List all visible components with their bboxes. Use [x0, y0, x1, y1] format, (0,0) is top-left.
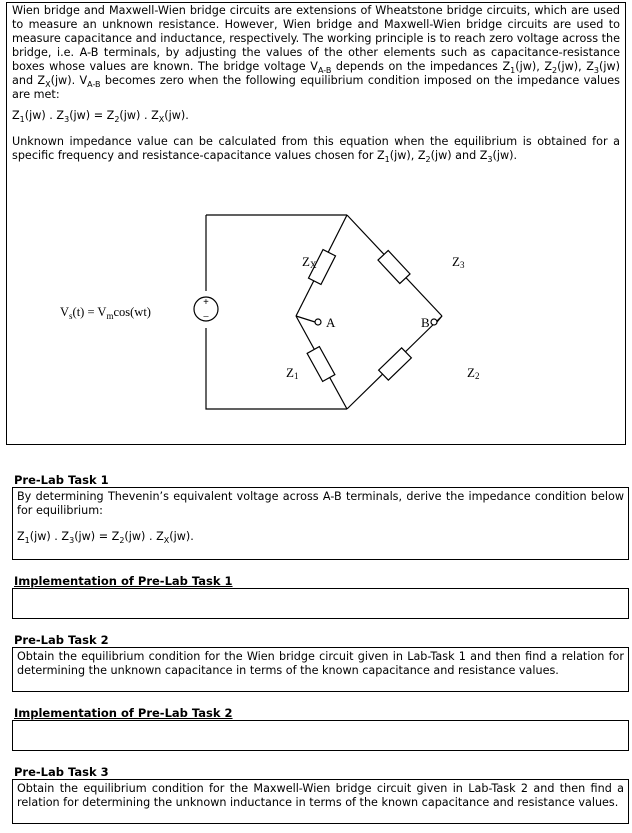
intro-paragraph-1: Wien bridge and Maxwell-Wien bridge circuits are extensions of Wheatstone bridge circuits, which are used to measure an unknown resistance. However, Wien bridge and Maxwell-Wien bridge circuits are used to measure capacitance and inductance, respectively. The working principle is to reach zero voltage across the bridge, i.e. A-B terminals, by adjusting the values of the other elements such as capacitance-resistance boxes whose values are known. The bridge voltage $V_{A-B}$ depends on the impedances $Z_1(jw)$, $Z_2(jw)$, $Z_3(jw)$ and $Z_X(jw)$. $V_{A-B}$ becomes zero when the following equilibrium condition imposed on the impedance values are met:	[12, 4, 620, 101]
task2-title: Pre-Lab Task 2	[14, 633, 109, 647]
impl2-title: Implementation of Pre-Lab Task 2	[14, 706, 233, 720]
z3-impedance	[378, 251, 410, 284]
intro-paragraph-2: Unknown impedance value can be calculated from this equation when the equilibrium is obtained for a specific frequency and resistance-capacitance values chosen for $Z_1(jw)$, $Z_2(jw)$ and $Z_3(jw)$.	[12, 135, 620, 165]
z1-label: Z1	[286, 365, 299, 381]
task1-text: By determining Thevenin’s equivalent voltage across A-B terminals, derive the impedance condition below for equilibrium:	[17, 490, 624, 517]
node-b-label: B	[421, 315, 430, 330]
impl1-title: Implementation of Pre-Lab Task 1	[14, 574, 233, 588]
equilibrium-equation: $Z_1(jw)$ . $Z_3(jw) = Z_2(jw)$ . $Z_X(jw)$.	[12, 109, 189, 125]
node-b-terminal	[431, 319, 437, 325]
task2-box	[12, 647, 629, 692]
z2-label: Z2	[467, 365, 480, 381]
task1-equation: $Z_1(jw)$ . $Z_3(jw) = Z_2(jw)$ . $Z_X(jw)$.	[17, 530, 194, 546]
plus-sign: +	[203, 297, 209, 308]
zx-label: ZX	[302, 254, 317, 270]
task3-title: Pre-Lab Task 3	[14, 765, 109, 779]
task1-title: Pre-Lab Task 1	[14, 473, 109, 487]
task3-box	[12, 779, 629, 824]
node-a-terminal	[315, 319, 321, 325]
task3-text: Obtain the equilibrium condition for the Maxwell-Wien bridge circuit given in Lab-Task 2 and then find a relation for determining the unknown inductance in terms of the known capacitance and resistance values.	[17, 782, 624, 809]
impl1-answer-box[interactable]	[12, 588, 629, 619]
minus-sign: −	[202, 311, 210, 323]
impl2-answer-box[interactable]	[12, 720, 629, 751]
node-a-label: A	[326, 315, 336, 330]
source-label: $V_s(t) = V_m\cos(wt)$	[60, 305, 151, 321]
z3-label: Z3	[452, 254, 465, 270]
bridge-circuit-diagram	[50, 210, 530, 415]
node-b-lead	[437, 316, 442, 322]
z2-impedance	[379, 348, 412, 380]
task1-box	[12, 487, 629, 560]
task2-text: Obtain the equilibrium condition for the Wien bridge circuit given in Lab-Task 1 and then find a relation for determining the unknown capacitance in terms of the known capacitance and resistance values.	[17, 650, 624, 677]
z1-impedance	[307, 347, 335, 382]
